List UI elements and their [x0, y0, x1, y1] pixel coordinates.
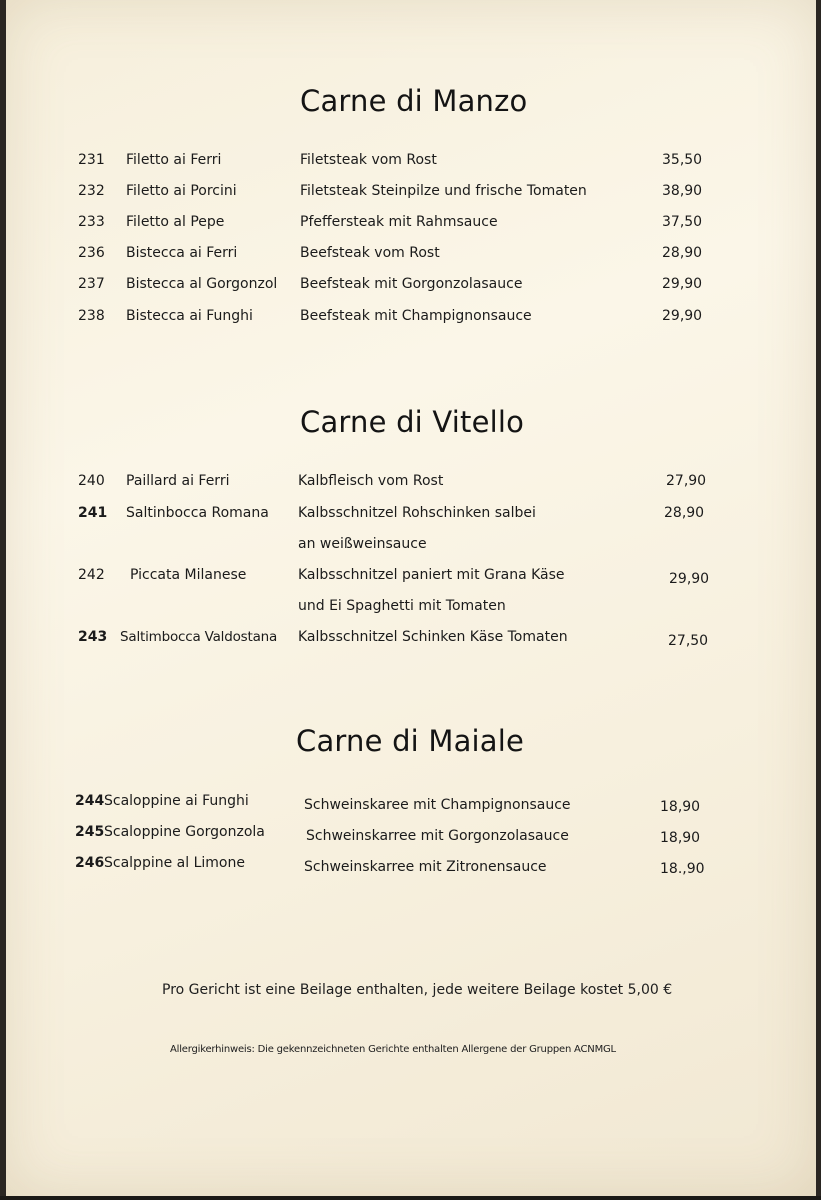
item-name: Bistecca ai Ferri: [126, 245, 238, 261]
item-description: Schweinskarree mit Gorgonzolasauce: [306, 828, 569, 844]
item-name: Saltimbocca Valdostana: [120, 629, 278, 645]
menu-item-237: [6, 276, 816, 304]
item-price: 37,50: [662, 214, 703, 230]
item-description: Beefsteak mit Champignonsauce: [300, 308, 532, 324]
item-number: 246: [75, 855, 105, 871]
side-dish-note: Pro Gericht ist eine Beilage enthalten, jede weitere Beilage kostet 5,00 €: [162, 982, 673, 998]
menu-item-232: [6, 183, 816, 211]
item-name: Filetto ai Ferri: [126, 152, 222, 168]
item-name: Filetto al Pepe: [126, 214, 225, 230]
item-number: 237: [78, 276, 105, 292]
item-price: 35,50: [662, 152, 703, 168]
menu-item-238: [6, 308, 816, 336]
item-description: Kalbsschnitzel Rohschinken salbei: [298, 505, 536, 521]
item-description: Filetsteak vom Rost: [300, 152, 437, 168]
item-number: 244: [75, 793, 105, 809]
item-description: Pfeffersteak mit Rahmsauce: [300, 214, 498, 230]
menu-page: [6, 0, 816, 1196]
item-name: Piccata Milanese: [130, 567, 247, 583]
item-description: Filetsteak Steinpilze und frische Tomaten: [300, 183, 587, 199]
item-name: Filetto ai Porcini: [126, 183, 237, 199]
item-description: Kalbfleisch vom Rost: [298, 473, 444, 489]
item-description: Schweinskaree mit Champignonsauce: [304, 797, 571, 813]
item-description-continued: an weißweinsauce: [298, 536, 427, 552]
item-price: 18.,90: [660, 861, 705, 877]
menu-item-231: [6, 152, 816, 180]
item-name: Scaloppine Gorgonzola: [104, 824, 265, 840]
item-number: 243: [78, 629, 108, 645]
item-name: Scalppine al Limone: [104, 855, 245, 871]
item-price: 29,90: [662, 308, 703, 324]
item-price: 38,90: [662, 183, 703, 199]
item-description: Kalbsschnitzel paniert mit Grana Käse: [298, 567, 565, 583]
item-number: 240: [78, 473, 105, 489]
item-description: Beefsteak mit Gorgonzolasauce: [300, 276, 523, 292]
menu-item-236: [6, 245, 816, 273]
item-price: 18,90: [660, 830, 701, 846]
item-price: 28,90: [664, 505, 705, 521]
item-number: 233: [78, 214, 105, 230]
item-number: 245: [75, 824, 105, 840]
allergy-note: Allergikerhinweis: Die gekennzeichneten Gerichte enthalten Allergene der Gruppen ACNMGL: [170, 1044, 616, 1055]
item-name: Bistecca al Gorgonzol: [126, 276, 278, 292]
item-description-continued: und Ei Spaghetti mit Tomaten: [298, 598, 506, 614]
item-description: Schweinskarree mit Zitronensauce: [304, 859, 547, 875]
section-title-manzo: Carne di Manzo: [300, 84, 528, 118]
item-price: 27,90: [666, 473, 707, 489]
item-name: Scaloppine ai Funghi: [104, 793, 249, 809]
item-price: 18,90: [660, 799, 701, 815]
menu-item-240: [6, 473, 816, 501]
item-description: Kalbsschnitzel Schinken Käse Tomaten: [298, 629, 568, 645]
item-name: Saltinbocca Romana: [126, 505, 269, 521]
item-name: Bistecca ai Funghi: [126, 308, 253, 324]
item-number: 238: [78, 308, 105, 324]
item-number: 232: [78, 183, 105, 199]
item-price: 27,50: [668, 633, 709, 649]
item-number: 242: [78, 567, 105, 583]
menu-item-245: [6, 824, 816, 852]
menu-item-244: [6, 793, 816, 821]
item-number: 236: [78, 245, 105, 261]
section-title-maiale: Carne di Maiale: [296, 724, 525, 758]
menu-item-233: [6, 214, 816, 242]
table-edge: [0, 1196, 821, 1200]
item-price: 28,90: [662, 245, 703, 261]
menu-item-241: [6, 505, 816, 533]
item-price: 29,90: [669, 571, 710, 587]
item-number: 241: [78, 505, 108, 521]
item-description: Beefsteak vom Rost: [300, 245, 440, 261]
menu-item-246: [6, 855, 816, 883]
menu-item-242: [6, 567, 816, 595]
item-price: 29,90: [662, 276, 703, 292]
menu-item-243: [6, 629, 816, 657]
item-number: 231: [78, 152, 105, 168]
item-name: Paillard ai Ferri: [126, 473, 230, 489]
section-title-vitello: Carne di Vitello: [300, 405, 525, 439]
